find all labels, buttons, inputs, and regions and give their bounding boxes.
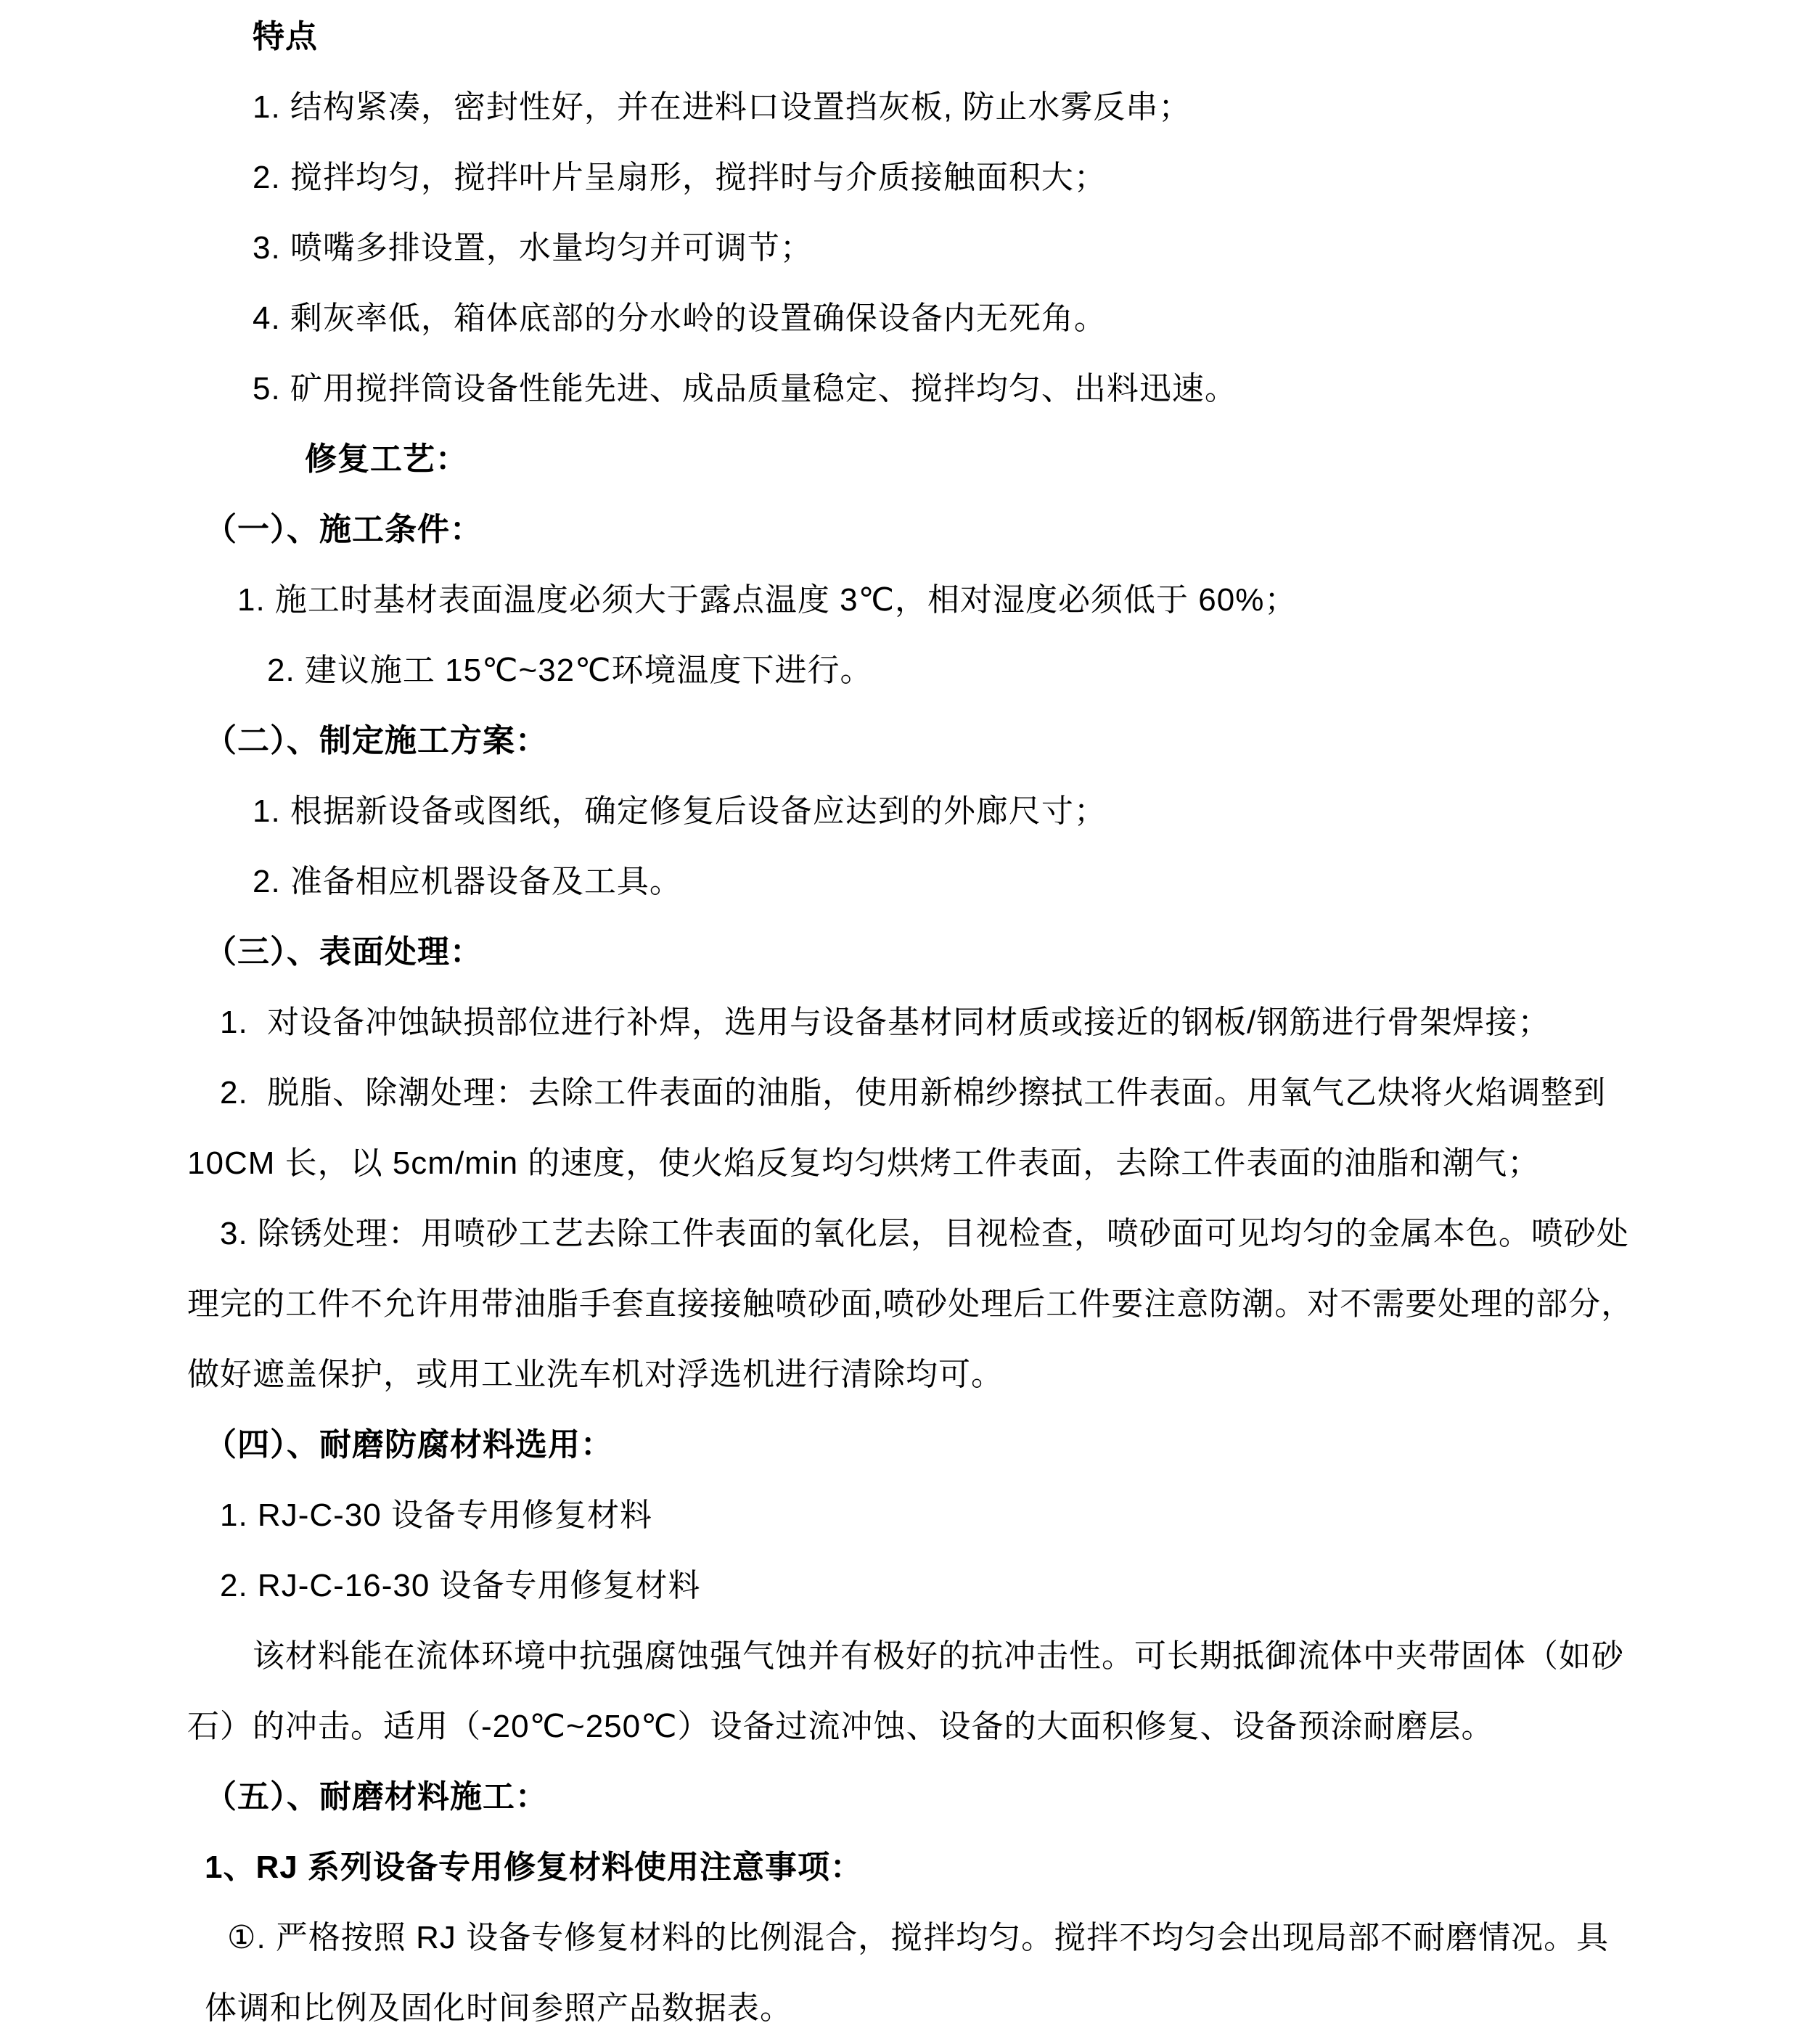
- section3-item-1: 1. 对设备冲蚀缺损部位进行补焊，选用与设备基材同材质或接近的钢板/钢筋进行骨架焊接；: [220, 1005, 1551, 1040]
- feature-item-1: 1. 结构紧凑，密封性好，并在进料口设置挡灰板, 防止水雾反串；: [253, 89, 1192, 125]
- heading-repair-process: 修复工艺：: [305, 441, 468, 477]
- section3-item-3-continued-1: 理完的工件不允许用带油脂手套直接接触喷砂面,喷砂处理后工件要注意防潮。对不需要处理的部分，: [187, 1286, 1634, 1322]
- section3-item-3: 3. 除锈处理：用喷砂工艺去除工件表面的氧化层，目视检查，喷砂面可见均匀的金属本色。喷砂处: [220, 1216, 1629, 1251]
- heading-section-1-construction-conditions: （一）、施工条件：: [205, 512, 483, 547]
- heading-features: 特点: [253, 19, 318, 54]
- section4-item-2: 2. RJ-C-16-30 设备专用修复材料: [220, 1568, 701, 1603]
- section1-item-1: 1. 施工时基材表面温度必须大于露点温度 3℃，相对湿度必须低于 60%；: [237, 582, 1298, 618]
- section3-item-2: 2. 脱脂、除潮处理：去除工件表面的油脂，使用新棉纱擦拭工件表面。用氧气乙炔将火焰调整到: [220, 1075, 1607, 1111]
- section4-item-1: 1. RJ-C-30 设备专用修复材料: [220, 1497, 652, 1533]
- section5-subheading-rj-notes: 1、RJ 系列设备专用修复材料使用注意事项：: [205, 1849, 863, 1885]
- section5-note-1-continued: 体调和比例及固化时间参照产品数据表。: [205, 1990, 792, 2026]
- feature-item-4: 4. 剩灰率低，箱体底部的分水岭的设置确保设备内无死角。: [253, 301, 1107, 336]
- heading-section-4-material-selection: （四）、耐磨防腐材料选用：: [205, 1427, 613, 1463]
- feature-item-5: 5. 矿用搅拌筒设备性能先进、成品质量稳定、搅拌均匀、出料迅速。: [253, 371, 1237, 406]
- heading-section-5-wear-resistant-construction: （五）、耐磨材料施工：: [205, 1779, 548, 1815]
- section2-item-1: 1. 根据新设备或图纸，确定修复后设备应达到的外廊尺寸；: [253, 793, 1107, 829]
- feature-item-3: 3. 喷嘴多排设置，水量均匀并可调节；: [253, 230, 813, 266]
- section3-item-2-continued: 10CM 长，以 5cm/min 的速度，使火焰反复均匀烘烤工件表面，去除工件表面的油脂和潮气；: [187, 1145, 1541, 1181]
- heading-section-2-construction-plan: （二）、制定施工方案：: [205, 723, 548, 759]
- section1-item-2: 2. 建议施工 15℃~32℃环境温度下进行。: [267, 653, 873, 688]
- section4-material-note-continued: 石）的冲击。适用（-20℃~250℃）设备过流冲蚀、设备的大面积修复、设备预涂耐磨层。: [187, 1709, 1494, 1744]
- section4-material-note: 该材料能在流体环境中抗强腐蚀强气蚀并有极好的抗冲击性。可长期抵御流体中夹带固体（如砂: [253, 1638, 1624, 1674]
- section3-item-3-continued-2: 做好遮盖保护，或用工业洗车机对浮选机进行清除均可。: [187, 1357, 1004, 1392]
- heading-section-3-surface-treatment: （三）、表面处理：: [205, 934, 483, 970]
- section5-note-1: ①. 严格按照 RJ 设备专修复材料的比例混合，搅拌均匀。搅拌不均匀会出现局部不耐磨情况。具: [227, 1920, 1610, 1955]
- feature-item-2: 2. 搅拌均匀，搅拌叶片呈扇形，搅拌时与介质接触面积大；: [253, 160, 1107, 195]
- section2-item-2: 2. 准备相应机器设备及工具。: [253, 864, 682, 899]
